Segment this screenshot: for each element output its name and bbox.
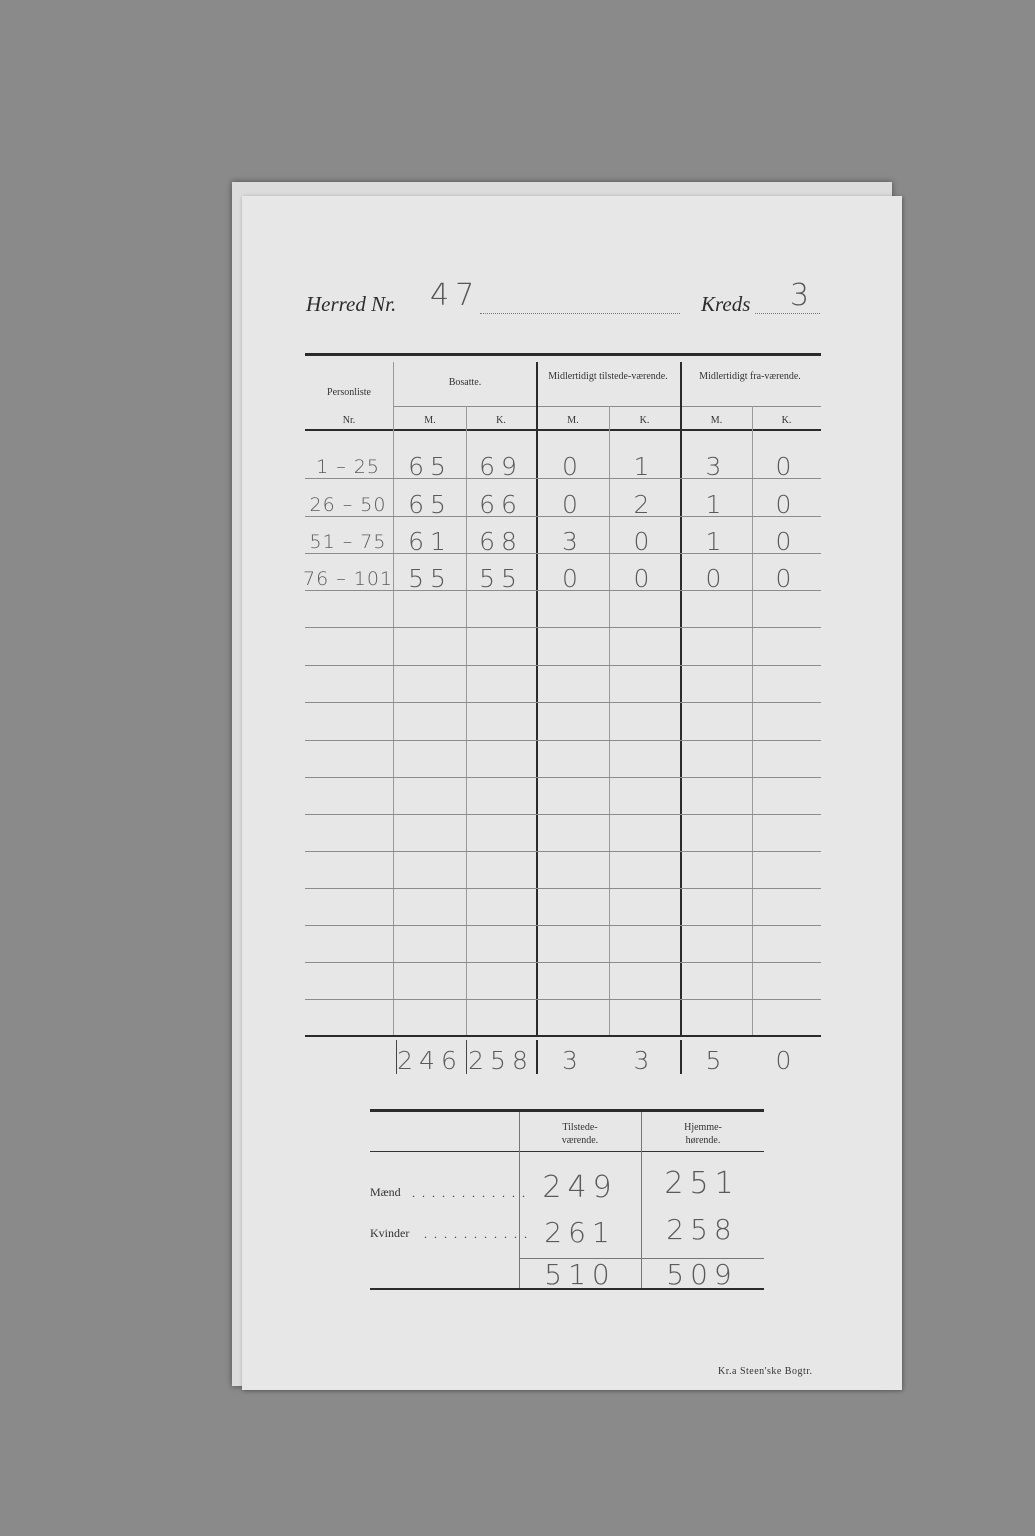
- total-fra-m: 5: [705, 1046, 728, 1075]
- row-line: [305, 627, 821, 628]
- kvinder-label: Kvinder: [370, 1226, 410, 1240]
- sub-m: M.: [424, 415, 436, 426]
- total-tick: [396, 1040, 397, 1074]
- cell-fra-m: 1: [705, 490, 728, 519]
- kreds-label: Kreds: [701, 292, 751, 316]
- cell-til-k: 0: [633, 527, 656, 556]
- total-tilstede: 510: [544, 1258, 616, 1291]
- kvinder-hjemme: 258: [666, 1213, 738, 1246]
- printer-imprint: Kr.a Steen'ske Bogtr.: [718, 1366, 813, 1377]
- cell-fra-k: 0: [775, 490, 798, 519]
- row-line: [305, 925, 821, 926]
- summary-top-rule: [370, 1109, 764, 1112]
- cell-fra-k: 0: [775, 527, 798, 556]
- cell-nr: 26 – 50: [309, 494, 387, 516]
- cell-fra-m: 1: [705, 527, 728, 556]
- row-line: [305, 740, 821, 741]
- cell-bos-k: 55: [479, 564, 523, 593]
- row-line: [305, 851, 821, 852]
- cell-bos-m: 65: [408, 490, 452, 519]
- cell-til-m: 3: [562, 527, 584, 556]
- cell-fra-m: 3: [705, 452, 728, 481]
- cell-bos-m: 61: [408, 527, 452, 556]
- sub-k: K.: [496, 415, 506, 426]
- col-midl-tilstede: Midlertidigt tilstede-værende.: [548, 371, 668, 382]
- total-til-k: 3: [633, 1046, 656, 1075]
- total-hjemme: 509: [666, 1258, 738, 1291]
- cell-til-m: 0: [562, 490, 584, 519]
- total-fra-k: 0: [775, 1046, 798, 1075]
- cell-nr: 76 – 101: [302, 568, 394, 590]
- cell-fra-m: 0: [705, 564, 728, 593]
- total-til-m: 3: [562, 1046, 584, 1075]
- header-bottom-rule: [305, 429, 821, 431]
- cell-bos-m: 65: [408, 452, 452, 481]
- kvinder-dots: . . . . . . . . . . .: [424, 1227, 529, 1241]
- maend-dots: . . . . . . . . . . . .: [412, 1186, 527, 1200]
- kreds-dotline: [755, 313, 820, 314]
- maend-label: Mænd: [370, 1185, 401, 1199]
- row-line: [305, 665, 821, 666]
- total-bos-m: 246: [397, 1046, 463, 1075]
- sub-m: M.: [710, 415, 723, 426]
- cell-bos-k: 69: [479, 452, 523, 481]
- cell-fra-k: 0: [775, 452, 798, 481]
- cell-til-m: 0: [562, 452, 584, 481]
- cell-til-m: 0: [562, 564, 584, 593]
- sub-k: K.: [639, 415, 650, 426]
- cell-fra-k: 0: [775, 564, 798, 593]
- summary-header-rule: [370, 1151, 764, 1152]
- col-nr: Nr.: [342, 415, 356, 426]
- kreds-value: 3: [790, 278, 816, 313]
- col-tilstede: Tilstede-værende.: [561, 1122, 599, 1146]
- row-line: [305, 777, 821, 778]
- herred-label: Herred Nr.: [306, 292, 397, 316]
- cell-bos-m: 55: [408, 564, 452, 593]
- cell-nr: 1 – 25: [316, 456, 380, 478]
- total-tick: [680, 1040, 682, 1074]
- sub-m: M.: [567, 415, 579, 426]
- col-midl-fra: Midlertidigt fra-værende.: [699, 371, 801, 382]
- row-line: [305, 962, 821, 963]
- herred-value: 47: [430, 278, 481, 313]
- cell-nr: 51 – 75: [309, 531, 387, 553]
- kvinder-tilstede: 261: [544, 1216, 616, 1249]
- maend-tilstede: 249: [542, 1170, 618, 1205]
- totals-rule: [305, 1035, 821, 1037]
- total-tick: [536, 1040, 538, 1074]
- subheader-rule: [393, 406, 821, 407]
- row-line: [305, 814, 821, 815]
- cell-til-k: 2: [633, 490, 656, 519]
- cell-til-k: 1: [633, 452, 656, 481]
- cell-til-k: 0: [633, 564, 656, 593]
- table-top-rule: [305, 353, 821, 356]
- col-personliste: Personliste: [327, 387, 371, 398]
- row-line: [305, 888, 821, 889]
- col-bosatte: Bosatte.: [448, 377, 482, 388]
- sub-k: K.: [781, 415, 792, 426]
- cell-bos-k: 68: [479, 527, 523, 556]
- total-tick: [466, 1040, 467, 1074]
- maend-hjemme: 251: [664, 1166, 740, 1201]
- row-line: [305, 999, 821, 1000]
- total-bos-k: 258: [468, 1046, 534, 1075]
- col-hjemme: Hjemme-hørende.: [684, 1122, 722, 1146]
- herred-dotline: [480, 313, 680, 314]
- row-line: [305, 702, 821, 703]
- cell-bos-k: 66: [479, 490, 523, 519]
